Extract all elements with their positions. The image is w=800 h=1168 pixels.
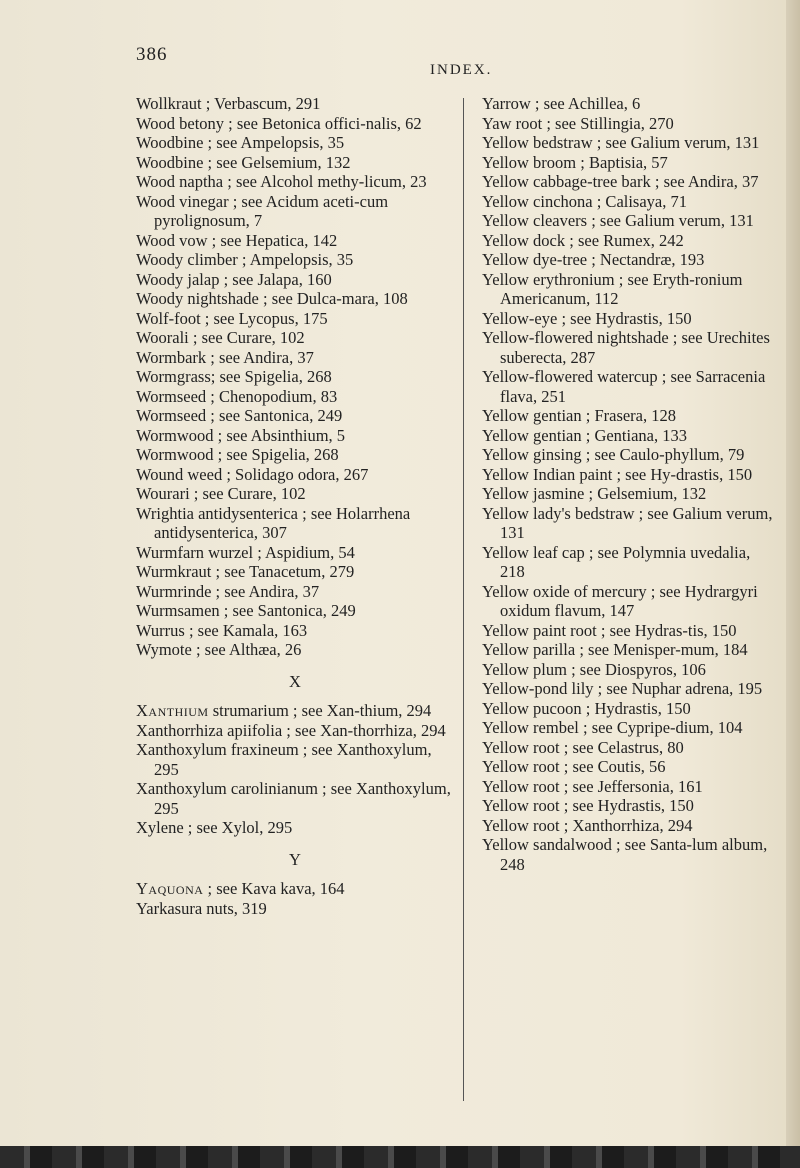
index-entry: Yellow root ; see Celastrus, 80 bbox=[482, 737, 684, 757]
index-entry: Wurmfarn wurzel ; Aspidium, 54 bbox=[136, 542, 355, 562]
index-entry: Yellow broom ; Baptisia, 57 bbox=[482, 152, 668, 172]
index-entry: Wrightia antidysenterica ; see Holarrhena antidysenterica, 307 bbox=[136, 503, 411, 542]
index-entry: Yellow oxide of mercury ; see Hydrargyri oxidum flavum, 147 bbox=[482, 581, 758, 620]
index-entry: Yellow erythronium ; see Eryth-ronium Americanum, 112 bbox=[482, 269, 743, 308]
section-letter-y: Y bbox=[289, 849, 301, 869]
index-entry: Wormseed ; see Santonica, 249 bbox=[136, 406, 343, 425]
index-entry: Wurmsamen ; see Santonica, 249 bbox=[136, 601, 356, 620]
index-entry: Wood vinegar ; see Acidum aceti-cum pyrolignosum, 7 bbox=[136, 191, 389, 230]
index-entry: Yellow root ; Xanthorrhiza, 294 bbox=[482, 815, 693, 835]
index-entry: Woody climber ; Ampelopsis, 35 bbox=[136, 250, 354, 269]
index-entry: Woorali ; see Curare, 102 bbox=[136, 328, 305, 347]
index-entry: Woodbine ; see Ampelopsis, 35 bbox=[136, 133, 345, 152]
index-entry: Woodbine ; see Gelsemium, 132 bbox=[136, 152, 351, 172]
index-entry: Wormseed ; Chenopodium, 83 bbox=[136, 386, 338, 406]
index-entry bbox=[136, 701, 454, 721]
index-entry: Yellow ginsing ; see Caulo-phyllum, 79 bbox=[482, 445, 745, 464]
index-entry: Wood vow ; see Hepatica, 142 bbox=[136, 230, 338, 250]
index-entry: Wood naptha ; see Alcohol methy-licum, 23 bbox=[136, 172, 427, 191]
index-entry: Yellow bedstraw ; see Galium verum, 131 bbox=[482, 133, 760, 152]
index-entry: Yellow cleavers ; see Galium verum, 131 bbox=[482, 211, 754, 230]
index-entry: Yarkasura nuts, 319 bbox=[136, 898, 267, 918]
index-entry: Yellow lady's bedstraw ; see Galium verum, 131 bbox=[482, 503, 773, 542]
index-entry: Wurmrinde ; see Andira, 37 bbox=[136, 581, 320, 601]
index-entry: Wood betony ; see Betonica offici-nalis, 62 bbox=[136, 113, 422, 133]
entry-text: ; see Kava kava, 164 bbox=[203, 879, 345, 898]
index-entry: Woody jalap ; see Jalapa, 160 bbox=[136, 269, 332, 289]
index-entry: Yellow pucoon ; Hydrastis, 150 bbox=[482, 698, 691, 718]
index-entry: Yellow dye-tree ; Nectandræ, 193 bbox=[482, 250, 705, 269]
index-entry: Wurmkraut ; see Tanacetum, 279 bbox=[136, 562, 355, 581]
index-entry: Yellow dock ; see Rumex, 242 bbox=[482, 230, 684, 250]
index-entry: Yellow leaf cap ; see Polymnia uvedalia, 218 bbox=[482, 542, 751, 581]
section-letter-x: X bbox=[289, 671, 301, 691]
index-entry: Wolf-foot ; see Lycopus, 175 bbox=[136, 308, 328, 328]
yellow-entries bbox=[482, 94, 774, 874]
index-entry: Yellow gentian ; Frasera, 128 bbox=[482, 406, 677, 425]
index-entry: Yellow gentian ; Gentiana, 133 bbox=[482, 425, 688, 445]
index-entry: Wormwood ; see Absinthium, 5 bbox=[136, 425, 346, 445]
index-entry: Wollkraut ; Verbascum, 291 bbox=[136, 94, 321, 113]
index-entry: Yellow-pond lily ; see Nuphar adrena, 195 bbox=[482, 679, 763, 698]
index-entry: Yellow-flowered nightshade ; see Urechites suberecta, 287 bbox=[482, 328, 770, 367]
index-entry: Yellow parilla ; see Menisper-mum, 184 bbox=[482, 640, 748, 659]
index-entry: Yellow-eye ; see Hydrastis, 150 bbox=[482, 308, 692, 328]
index-entry: Yarrow ; see Achillea, 6 bbox=[482, 94, 641, 113]
index-entry: Yellow cabbage-tree bark ; see Andira, 37 bbox=[482, 172, 759, 191]
index-entry: Yellow-flowered watercup ; see Sarracenia flava, 251 bbox=[482, 367, 766, 406]
index-entry: Yellow cinchona ; Calisaya, 71 bbox=[482, 191, 688, 211]
index-entry: Xanthorrhiza apiifolia ; see Xan-thorrhiza, 294 bbox=[136, 720, 446, 740]
index-entry: Wymote ; see Althæa, 26 bbox=[136, 640, 302, 659]
index-entry: Wound weed ; Solidago odora, 267 bbox=[136, 464, 369, 484]
index-entry: Xanthoxylum fraxineum ; see Xanthoxylum, 295 bbox=[136, 740, 432, 779]
right-column bbox=[482, 94, 774, 874]
index-entry: Wormwood ; see Spigelia, 268 bbox=[136, 445, 339, 464]
index-entry: Yellow jasmine ; Gelsemium, 132 bbox=[482, 484, 707, 503]
left-column bbox=[136, 94, 454, 918]
index-entry: Yellow root ; see Jeffersonia, 161 bbox=[482, 776, 703, 796]
entry-text: strumarium ; see Xan-thium, 294 bbox=[208, 701, 432, 720]
index-entry: Yellow Indian paint ; see Hy-drastis, 150 bbox=[482, 464, 753, 484]
index-entry: Yellow rembel ; see Cypripe-dium, 104 bbox=[482, 718, 743, 737]
running-head: INDEX. bbox=[430, 62, 493, 78]
index-entry: Yellow sandalwood ; see Santa-lum album, 248 bbox=[482, 835, 768, 874]
index-entry: Xanthoxylum carolinianum ; see Xanthoxylum, 295 bbox=[136, 779, 451, 818]
entry-head-smallcaps: Xanthium bbox=[136, 701, 209, 720]
index-entry: Woody nightshade ; see Dulca-mara, 108 bbox=[136, 289, 408, 308]
index-entry: Wurrus ; see Kamala, 163 bbox=[136, 620, 308, 640]
column-divider bbox=[463, 98, 464, 1101]
w-entries bbox=[136, 94, 454, 660]
index-entry: Xylene ; see Xylol, 295 bbox=[136, 818, 293, 837]
index-entry: Yellow plum ; see Diospyros, 106 bbox=[482, 659, 706, 679]
index-entry: Wormgrass; see Spigelia, 268 bbox=[136, 367, 332, 386]
index-entry: Wormbark ; see Andira, 37 bbox=[136, 347, 314, 367]
index-entry: Yellow paint root ; see Hydras-tis, 150 bbox=[482, 620, 737, 640]
index-entry: Yellow root ; see Hydrastis, 150 bbox=[482, 796, 694, 815]
index-entry: Yaw root ; see Stillingia, 270 bbox=[482, 113, 674, 133]
index-entry bbox=[136, 879, 454, 899]
scan-bottom-edge bbox=[0, 1146, 800, 1168]
y-entries bbox=[136, 899, 454, 919]
entry-head-smallcaps: Yaquona bbox=[136, 879, 204, 898]
index-entry: Yellow root ; see Coutis, 56 bbox=[482, 757, 666, 776]
index-entry: Wourari ; see Curare, 102 bbox=[136, 484, 306, 503]
page-edge bbox=[786, 0, 800, 1168]
page-number: 386 bbox=[136, 44, 168, 65]
x-entries bbox=[136, 721, 454, 838]
